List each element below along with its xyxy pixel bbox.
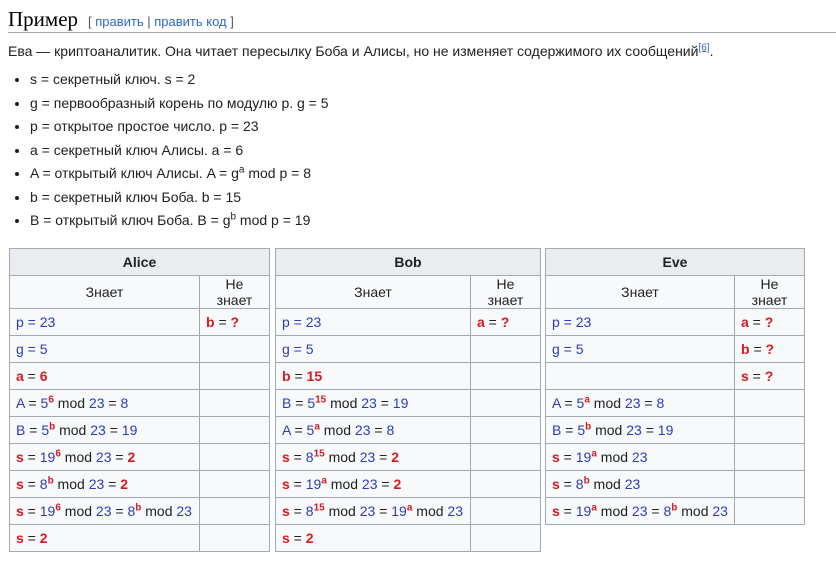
superscript: 6 xyxy=(48,394,54,406)
knows-cell xyxy=(10,525,200,552)
edit-code-link[interactable]: править код xyxy=(154,14,227,29)
intro-paragraph: Ева — криптоаналитик. Она читает пересылку Боба и Алисы, но не изменяет содержимого их сообщений[6]. xyxy=(8,42,714,59)
text-segment: = xyxy=(748,368,765,384)
text-segment: mod xyxy=(591,422,627,438)
table-row xyxy=(276,390,541,417)
text-segment: s xyxy=(16,476,24,492)
text-segment: A xyxy=(282,422,291,438)
text-segment: 5 xyxy=(577,422,586,438)
text-segment: 8 xyxy=(120,395,129,411)
superscript: b xyxy=(583,475,590,487)
knows-cell xyxy=(546,498,735,525)
text-segment: A = открытый ключ Алисы. A = g xyxy=(30,165,239,181)
text-segment: s xyxy=(282,530,290,546)
text-segment: a xyxy=(16,368,24,384)
table-row xyxy=(276,444,541,471)
not-knows-cell xyxy=(471,336,541,363)
text-segment: g = 5 xyxy=(552,341,584,357)
column-header-not-knows: Не знает xyxy=(735,276,805,309)
column-header-not-knows: Не знает xyxy=(200,276,270,309)
text-segment: = xyxy=(375,449,392,465)
text-segment: 5 xyxy=(40,395,49,411)
table-row xyxy=(276,498,541,525)
knows-cell xyxy=(10,498,200,525)
text-segment: = xyxy=(23,476,40,492)
text-segment: = xyxy=(289,503,306,519)
text-segment: mod xyxy=(324,503,360,519)
text-segment: 5 xyxy=(307,395,316,411)
table-row xyxy=(10,525,270,552)
text-segment: B xyxy=(282,395,292,411)
text-segment: = xyxy=(24,395,41,411)
variable-item xyxy=(30,209,329,233)
text-segment: = xyxy=(559,449,576,465)
text-segment: mod xyxy=(412,503,448,519)
section-heading xyxy=(8,6,836,33)
not-knows-cell xyxy=(735,390,805,417)
not-knows-cell xyxy=(200,336,270,363)
text-segment: 23 xyxy=(88,476,105,492)
text-segment: = xyxy=(748,314,765,330)
text-segment: g = 5 xyxy=(16,341,48,357)
text-segment: 5 xyxy=(41,422,50,438)
table-row xyxy=(10,390,270,417)
text-segment: = xyxy=(111,503,128,519)
text-segment: 23 xyxy=(359,449,376,465)
text-segment: 23 xyxy=(631,503,648,519)
superscript: a xyxy=(238,164,245,176)
superscript: 15 xyxy=(315,394,327,406)
superscript: b xyxy=(671,502,678,514)
text-segment: 8 xyxy=(305,503,314,519)
text-segment: s xyxy=(16,530,24,546)
text-segment: = xyxy=(23,449,40,465)
table-row xyxy=(276,525,541,552)
text-segment: 19 xyxy=(657,422,674,438)
text-segment: A xyxy=(16,395,25,411)
text-segment: 23 xyxy=(624,395,641,411)
table-row xyxy=(10,363,270,390)
superscript: 15 xyxy=(313,502,325,514)
text-segment: 23 xyxy=(176,503,192,519)
not-knows-cell xyxy=(735,417,805,444)
variable-item xyxy=(30,68,329,92)
text-segment: s xyxy=(16,449,24,465)
text-segment: = xyxy=(289,449,306,465)
superscript: b xyxy=(49,421,56,433)
superscript: a xyxy=(314,421,320,433)
superscript: b xyxy=(585,421,592,433)
knows-cell xyxy=(276,363,471,390)
text-segment: = xyxy=(289,476,306,492)
text-segment: 23 xyxy=(95,449,112,465)
text-segment: mod xyxy=(141,503,177,519)
text-segment: B = открытый ключ Боба. B = g xyxy=(30,212,231,228)
text-segment: p = 23 xyxy=(552,314,592,330)
text-segment: = xyxy=(104,395,121,411)
table-row xyxy=(10,471,270,498)
table-row xyxy=(10,336,270,363)
table-row xyxy=(10,417,270,444)
text-segment: = xyxy=(291,395,308,411)
not-knows-cell xyxy=(471,363,541,390)
text-segment: g = 5 xyxy=(282,341,314,357)
knows-cell xyxy=(546,444,735,471)
not-knows-cell xyxy=(735,336,805,363)
table-row xyxy=(546,498,805,525)
not-knows-cell xyxy=(200,417,270,444)
table-row xyxy=(276,336,541,363)
text-segment: 23 xyxy=(626,422,642,438)
not-knows-cell xyxy=(471,498,541,525)
text-segment: mod xyxy=(60,503,96,519)
text-segment: mod xyxy=(53,395,89,411)
text-segment: 6 xyxy=(39,368,48,384)
text-segment: = xyxy=(647,503,664,519)
text-segment: 23 xyxy=(359,503,376,519)
text-segment: = xyxy=(749,341,766,357)
text-segment: B xyxy=(16,422,26,438)
table-title: Alice xyxy=(10,249,270,276)
table-row xyxy=(276,417,541,444)
not-knows-cell xyxy=(735,444,805,471)
text-segment: 8 xyxy=(39,476,48,492)
text-segment: p = 23 xyxy=(282,314,322,330)
text-segment: 8 xyxy=(305,449,314,465)
text-segment: s xyxy=(282,476,290,492)
text-segment: = xyxy=(641,422,658,438)
variable-item xyxy=(30,186,329,210)
knows-cell xyxy=(276,525,471,552)
text-segment: mod xyxy=(60,449,96,465)
table-row xyxy=(276,309,541,336)
text-segment: g = первообразный корень по модулю p. g = 5 xyxy=(30,94,329,111)
knows-cell xyxy=(276,498,471,525)
not-knows-cell xyxy=(735,309,805,336)
text-segment: = xyxy=(111,449,128,465)
table-alice xyxy=(9,248,270,552)
table-eve xyxy=(545,248,805,525)
knows-cell xyxy=(546,309,735,336)
table-row xyxy=(10,309,270,336)
knows-cell xyxy=(276,336,471,363)
variable-item xyxy=(30,92,329,116)
text-segment: 2 xyxy=(120,476,129,492)
text-segment: b = секретный ключ Боба. b = 15 xyxy=(30,188,242,205)
text-segment: = xyxy=(105,422,122,438)
not-knows-cell xyxy=(735,498,805,525)
text-segment: = xyxy=(25,422,42,438)
text-segment: s xyxy=(282,503,290,519)
text-segment: = xyxy=(559,476,576,492)
knows-cell xyxy=(10,309,200,336)
section-title: Пример xyxy=(8,7,79,31)
knows-cell xyxy=(276,390,471,417)
text-segment: 8 xyxy=(656,395,665,411)
column-header-knows: Знает xyxy=(546,276,735,309)
text-segment: = xyxy=(560,395,577,411)
text-segment: B xyxy=(552,422,562,438)
text-segment: 19 xyxy=(121,422,138,438)
superscript: b xyxy=(135,502,142,514)
text-segment: mod xyxy=(326,395,362,411)
text-segment: s xyxy=(552,503,560,519)
knows-cell xyxy=(276,417,471,444)
edit-section-links: [ править | править код ] xyxy=(88,14,234,29)
text-segment: 5 xyxy=(306,422,315,438)
table-row xyxy=(546,471,805,498)
text-segment: 23 xyxy=(447,503,463,519)
superscript: a xyxy=(584,394,590,406)
not-knows-cell xyxy=(200,525,270,552)
text-segment: mod xyxy=(319,422,355,438)
superscript: a xyxy=(321,475,327,487)
text-segment: = xyxy=(559,503,576,519)
table-row xyxy=(546,363,805,390)
knows-cell xyxy=(546,390,735,417)
not-knows-cell xyxy=(735,363,805,390)
text-segment: mod p = 19 xyxy=(236,212,311,228)
table-row xyxy=(276,363,541,390)
text-segment: mod xyxy=(55,422,91,438)
knows-cell xyxy=(276,444,471,471)
text-segment: 2 xyxy=(39,530,48,546)
table-row xyxy=(546,444,805,471)
text-segment: ? xyxy=(230,314,240,330)
table-row xyxy=(276,471,541,498)
text-segment: s xyxy=(16,503,24,519)
text-segment: = xyxy=(561,422,578,438)
table-title: Eve xyxy=(546,249,805,276)
superscript: 6 xyxy=(55,448,61,460)
text-segment: 2 xyxy=(127,449,136,465)
text-segment: 2 xyxy=(393,476,402,492)
not-knows-cell xyxy=(200,471,270,498)
knows-cell xyxy=(546,471,735,498)
not-knows-cell xyxy=(735,471,805,498)
knows-cell xyxy=(10,444,200,471)
text-segment: = xyxy=(214,314,231,330)
text-segment: mod xyxy=(589,476,625,492)
knows-cell xyxy=(10,417,200,444)
text-segment: ? xyxy=(500,314,510,330)
superscript: b xyxy=(47,475,54,487)
text-segment: mod p = 8 xyxy=(244,165,311,181)
variables-list xyxy=(8,68,329,233)
knows-cell xyxy=(10,390,200,417)
text-segment: 2 xyxy=(391,449,400,465)
text-segment: b xyxy=(282,368,291,384)
text-segment: = xyxy=(377,476,394,492)
not-knows-cell xyxy=(200,390,270,417)
text-segment: 23 xyxy=(712,503,728,519)
column-header-not-knows: Не знает xyxy=(471,276,541,309)
text-segment: = xyxy=(23,503,40,519)
text-segment: A xyxy=(552,395,561,411)
variable-item xyxy=(30,115,329,139)
text-segment: ? xyxy=(764,368,774,384)
not-knows-cell xyxy=(471,417,541,444)
text-segment: 19 xyxy=(575,503,592,519)
text-segment: p = открытое простое число. p = 23 xyxy=(30,118,259,134)
text-segment: = xyxy=(23,530,40,546)
text-segment: = xyxy=(290,422,307,438)
knows-cell xyxy=(276,471,471,498)
text-segment: 23 xyxy=(88,395,105,411)
text-segment: ? xyxy=(765,341,775,357)
text-segment: mod xyxy=(589,395,625,411)
not-knows-cell xyxy=(471,525,541,552)
text-segment: 8 xyxy=(575,476,584,492)
table-row xyxy=(546,417,805,444)
text-segment: 15 xyxy=(306,368,323,384)
column-header-knows: Знает xyxy=(276,276,471,309)
table-row xyxy=(546,390,805,417)
knows-cell xyxy=(546,336,735,363)
text-segment: 19 xyxy=(391,503,407,519)
text-segment: 8 xyxy=(663,503,672,519)
variable-item xyxy=(30,162,329,186)
not-knows-cell xyxy=(471,309,541,336)
text-segment: 19 xyxy=(39,503,56,519)
text-segment: b xyxy=(741,341,750,357)
not-knows-cell xyxy=(200,363,270,390)
text-segment: 5 xyxy=(576,395,585,411)
edit-link[interactable]: править xyxy=(95,14,144,29)
text-segment: mod xyxy=(596,503,632,519)
table-row xyxy=(546,309,805,336)
text-segment: 23 xyxy=(95,503,112,519)
knows-cell xyxy=(10,363,200,390)
column-header-knows: Знает xyxy=(10,276,200,309)
knows-cell xyxy=(10,336,200,363)
superscript: 6 xyxy=(55,502,61,514)
text-segment: = xyxy=(104,476,121,492)
text-segment: s xyxy=(282,449,290,465)
text-segment: mod xyxy=(677,503,713,519)
table-title: Bob xyxy=(276,249,541,276)
text-segment: b xyxy=(206,314,215,330)
text-segment: p = 23 xyxy=(16,314,56,330)
text-segment: 19 xyxy=(39,449,56,465)
text-segment: 23 xyxy=(361,395,377,411)
text-segment: s xyxy=(552,449,560,465)
text-segment: = xyxy=(289,530,306,546)
table-row xyxy=(10,444,270,471)
text-segment: = xyxy=(375,503,392,519)
superscript: a xyxy=(591,502,597,514)
knows-cell xyxy=(546,417,735,444)
text-segment: = xyxy=(640,395,657,411)
text-segment: 23 xyxy=(361,476,378,492)
text-segment: 2 xyxy=(305,530,314,546)
text-segment: 19 xyxy=(305,476,322,492)
text-segment: = xyxy=(376,395,393,411)
text-segment: a = секретный ключ Алисы. a = 6 xyxy=(30,141,244,158)
not-knows-cell xyxy=(200,498,270,525)
text-segment: 8 xyxy=(386,422,395,438)
text-segment: ? xyxy=(764,314,774,330)
not-knows-cell xyxy=(471,444,541,471)
text-segment: 23 xyxy=(90,422,106,438)
text-segment: 8 xyxy=(127,503,136,519)
not-knows-cell xyxy=(200,309,270,336)
superscript: b xyxy=(230,211,237,223)
text-segment: = xyxy=(370,422,387,438)
text-segment: a xyxy=(477,314,485,330)
text-segment: 23 xyxy=(354,422,371,438)
not-knows-cell xyxy=(200,444,270,471)
not-knows-cell xyxy=(471,390,541,417)
text-segment: = xyxy=(290,368,307,384)
reference-link[interactable]: [6] xyxy=(698,42,710,54)
text-segment: = xyxy=(23,368,40,384)
text-segment: mod xyxy=(326,476,362,492)
text-segment: s = секретный ключ. s = 2 xyxy=(30,71,196,87)
text-segment: = xyxy=(484,314,501,330)
superscript: a xyxy=(406,502,413,514)
text-segment: s xyxy=(552,476,560,492)
text-segment: mod xyxy=(53,476,89,492)
text-segment: a xyxy=(741,314,749,330)
text-segment: mod xyxy=(596,449,632,465)
not-knows-cell xyxy=(471,471,541,498)
text-segment: 19 xyxy=(392,395,409,411)
knows-cell xyxy=(10,471,200,498)
knows-cell xyxy=(276,309,471,336)
table-row xyxy=(10,498,270,525)
variable-item xyxy=(30,139,329,163)
knows-cell xyxy=(546,363,735,390)
text-segment: mod xyxy=(324,449,360,465)
text-segment: 23 xyxy=(624,476,641,492)
superscript: a xyxy=(591,448,597,460)
table-row xyxy=(546,336,805,363)
table-bob xyxy=(275,248,541,552)
text-segment: 19 xyxy=(575,449,592,465)
text-segment: 23 xyxy=(631,449,648,465)
text-segment: s xyxy=(741,368,749,384)
superscript: 15 xyxy=(313,448,325,460)
